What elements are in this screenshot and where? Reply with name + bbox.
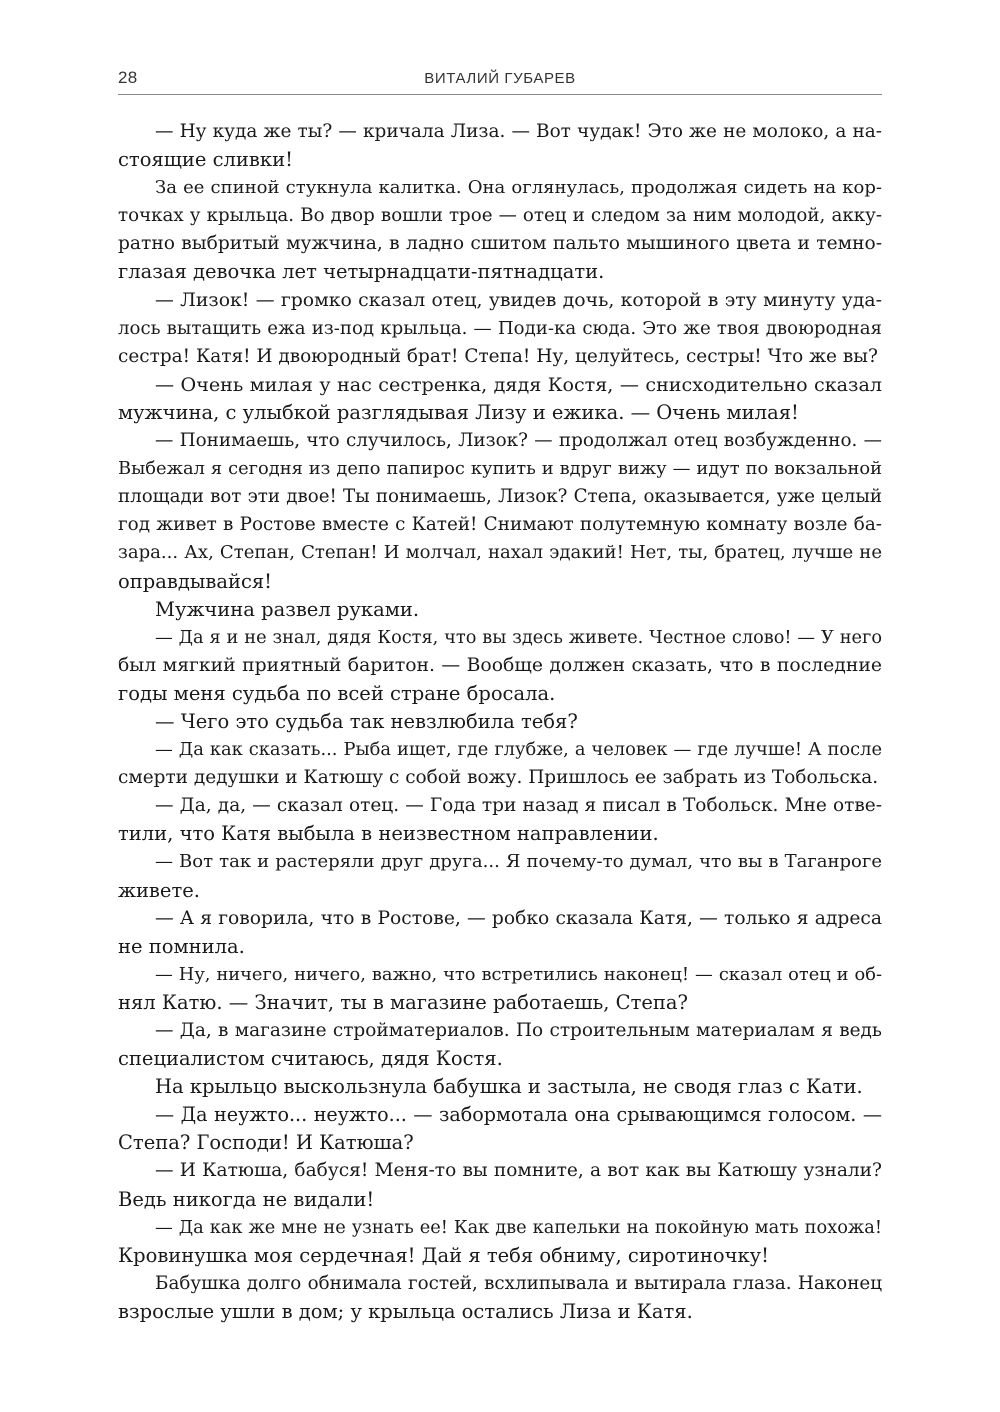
text-line: — Да неужто... неужто... — забормотала она срывающимся голосом. — xyxy=(155,1103,882,1127)
text-line: — Понимаешь, что случилось, Лизок? — продолжал отец возбужденно. — xyxy=(155,430,882,452)
text-line: — Ну куда же ты? — кричала Лиза. — Вот чудак! Это же не молоко, а на- xyxy=(155,121,882,142)
text-line: специалистом считаюсь, дядя Костя. xyxy=(118,1047,503,1071)
text-line: — Да, да, — сказал отец. — Года три назад я писал в Тобольск. Мне отве- xyxy=(155,795,882,817)
running-header xyxy=(118,64,882,95)
text-line: Ведь никогда не видали! xyxy=(118,1187,375,1211)
text-line: Мужчина развел руками. xyxy=(155,597,420,621)
text-line: был мягкий приятный баритон. — Вообще должен сказать, что в последние xyxy=(118,654,882,676)
text-line: ратно выбритый мужчина, в ладно сшитом пальто мышиного цвета и темно- xyxy=(118,233,882,255)
text-line: Бабушка долго обнимала гостей, всхлипывала и вытирала глаза. Наконец xyxy=(155,1272,882,1294)
running-title: ВИТАЛИЙ ГУБАРЕВ xyxy=(424,70,576,87)
text-line: стоящие сливки! xyxy=(118,148,293,172)
text-line: сестра! Катя! И двоюродный брат! Степа! Ну, целуйтесь, сестры! Что же вы? xyxy=(118,345,878,367)
text-line: площади вот эти двое! Ты понимаешь, Лизок? Степа, оказывается, уже целый xyxy=(118,486,882,508)
body-text xyxy=(118,118,882,1326)
text-line: — Да как сказать... Рыба ищет, где глубже, а человек — где лучше! А после xyxy=(155,739,882,761)
text-line: смерти дедушки и Катюшу с собой вожу. Пришлось ее забрать из Тобольска. xyxy=(118,767,879,789)
text-line: Выбежал я сегодня из депо папирос купить и вдруг вижу — идут по вокзальной xyxy=(118,458,882,480)
text-line: — Очень милая у нас сестренка, дядя Костя, — снисходительно сказал xyxy=(155,372,882,396)
text-line: — Чего это судьба так невзлюбила тебя? xyxy=(155,709,578,733)
text-line: — Да, в магазине стройматериалов. По строительным материалам я ведь xyxy=(155,1020,882,1041)
text-line: — Да как же мне не узнать ее! Как две капельки на покойную мать похожа! xyxy=(155,1216,882,1238)
text-line: взрослые ушли в дом; у крыльца остались Лиза и Катя. xyxy=(118,1299,693,1323)
text-line: — Вот так и растеряли друг друга... Я почему-то думал, что вы в Таганроге xyxy=(155,851,882,873)
text-line: не помнила. xyxy=(118,934,245,958)
text-line: годы меня судьба по всей стране бросала. xyxy=(118,681,556,705)
text-line: Степа? Господи! И Катюша? xyxy=(118,1131,414,1155)
text-line: — И Катюша, бабуся! Меня-то вы помните, а вот как вы Катюшу узнали? xyxy=(155,1160,882,1182)
text-line: — Лизок! — громко сказал отец, увидев дочь, которой в эту минуту уда- xyxy=(155,289,882,311)
text-line: На крыльцо выскользнула бабушка и застыла, не сводя глаз с Кати. xyxy=(155,1075,863,1099)
text-line: Кровинушка моя сердечная! Дай я тебя обниму, сиротиночку! xyxy=(118,1243,769,1267)
text-line: мужчина, с улыбкой разглядывая Лизу и ежика. — Очень милая! xyxy=(118,400,799,424)
text-line: нял Катю. — Значит, ты в магазине работаешь, Степа? xyxy=(118,990,689,1014)
text-line: год живет в Ростове вместе с Катей! Снимают полутемную комнату возле ба- xyxy=(118,514,882,536)
text-line: тили, что Катя выбыла в неизвестном направлении. xyxy=(118,822,659,846)
text-line: точках у крыльца. Во двор вошли трое — отец и следом за ним молодой, акку- xyxy=(118,205,882,227)
text-line: глазая девочка лет четырнадцати-пятнадцати. xyxy=(118,260,605,284)
text-line: — Ну, ничего, ничего, важно, что встретились наконец! — сказал отец и об- xyxy=(155,963,882,985)
text-line: За ее спиной стукнула калитка. Она оглянулась, продолжая сидеть на кор- xyxy=(155,177,882,199)
text-line: живете. xyxy=(118,878,200,902)
text-line: — Да я и не знал, дядя Костя, что вы здесь живете. Честное слово! — У него xyxy=(155,627,882,648)
text-line: оправдывайся! xyxy=(118,569,273,593)
page-number: 28 xyxy=(118,68,138,87)
text-line: зара... Ах, Степан, Степан! И молчал, нахал эдакий! Нет, ты, братец, лучше не xyxy=(118,542,882,564)
text-line: — А я говорила, что в Ростове, — робко сказала Катя, — только я адреса xyxy=(155,907,882,929)
text-line: лось вытащить ежа из-под крыльца. — Поди-ка сюда. Это же твоя двоюродная xyxy=(118,317,882,339)
